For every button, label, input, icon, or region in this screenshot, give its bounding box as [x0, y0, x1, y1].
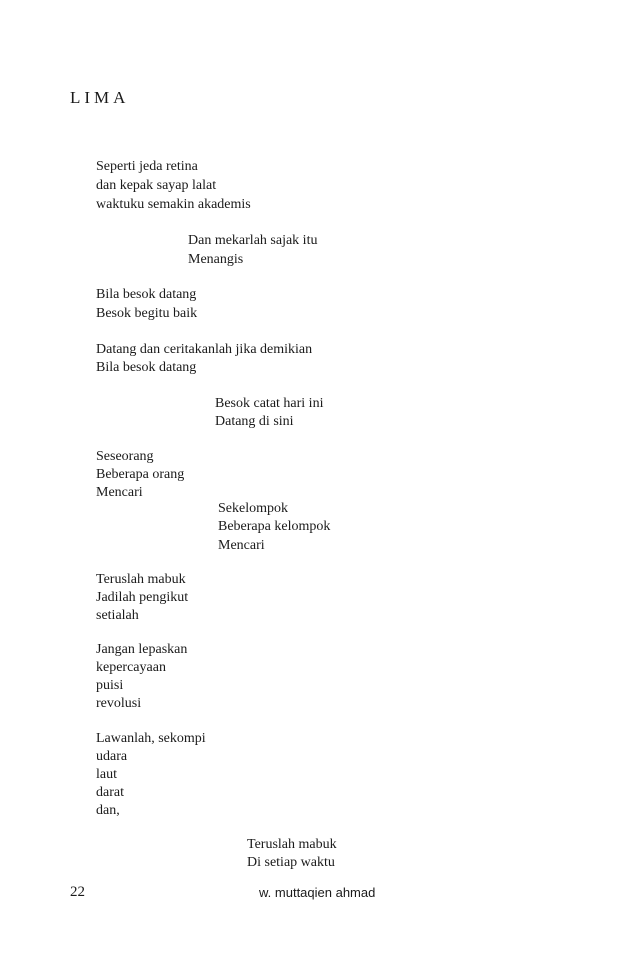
poem-line: Besok begitu baik: [96, 306, 198, 321]
poem-line: udara: [96, 749, 128, 764]
poem-line: Dan mekarlah sajak itu: [188, 233, 318, 248]
poem-line: Jadilah pengikut: [96, 590, 189, 605]
poem-line: kepercayaan: [96, 660, 166, 675]
poem-line: Bila besok datang: [96, 287, 197, 302]
poem-line: Beberapa kelompok: [218, 519, 331, 534]
poem-line: Lawanlah, sekompi: [96, 731, 206, 746]
poem-title: LIMA: [70, 88, 130, 107]
poem-line: Sekelompok: [218, 501, 288, 516]
poem-line: Mencari: [96, 485, 143, 500]
poem-line: Teruslah mabuk: [96, 572, 186, 587]
poem-line: Bila besok datang: [96, 360, 197, 375]
poem-line: dan kepak sayap lalat: [96, 178, 217, 193]
poem-line: Seperti jeda retina: [96, 159, 198, 174]
poem-line: Di setiap waktu: [247, 855, 335, 870]
poem-line: Seseorang: [96, 449, 154, 464]
poem-line: Mencari: [218, 538, 265, 553]
footer-author: w. muttaqien ahmad: [259, 885, 376, 900]
poem-line: Besok catat hari ini: [215, 396, 324, 411]
poem-line: darat: [96, 785, 124, 800]
poem-line: Jangan lepaskan: [96, 642, 188, 657]
poem-line: waktuku semakin akademis: [96, 197, 251, 212]
poem-line: Beberapa orang: [96, 467, 185, 482]
page-number: 22: [70, 884, 85, 900]
poem-line: Datang di sini: [215, 414, 294, 429]
poem-line: Datang dan ceritakanlah jika demikian: [96, 342, 313, 357]
poem-line: Teruslah mabuk: [247, 837, 337, 852]
poem-line: puisi: [96, 678, 124, 693]
poem-line: dan,: [96, 803, 120, 818]
poem-line: Menangis: [188, 252, 244, 267]
poem-line: laut: [96, 767, 117, 782]
poem-line: setialah: [96, 608, 139, 623]
poem-line: revolusi: [96, 696, 142, 711]
